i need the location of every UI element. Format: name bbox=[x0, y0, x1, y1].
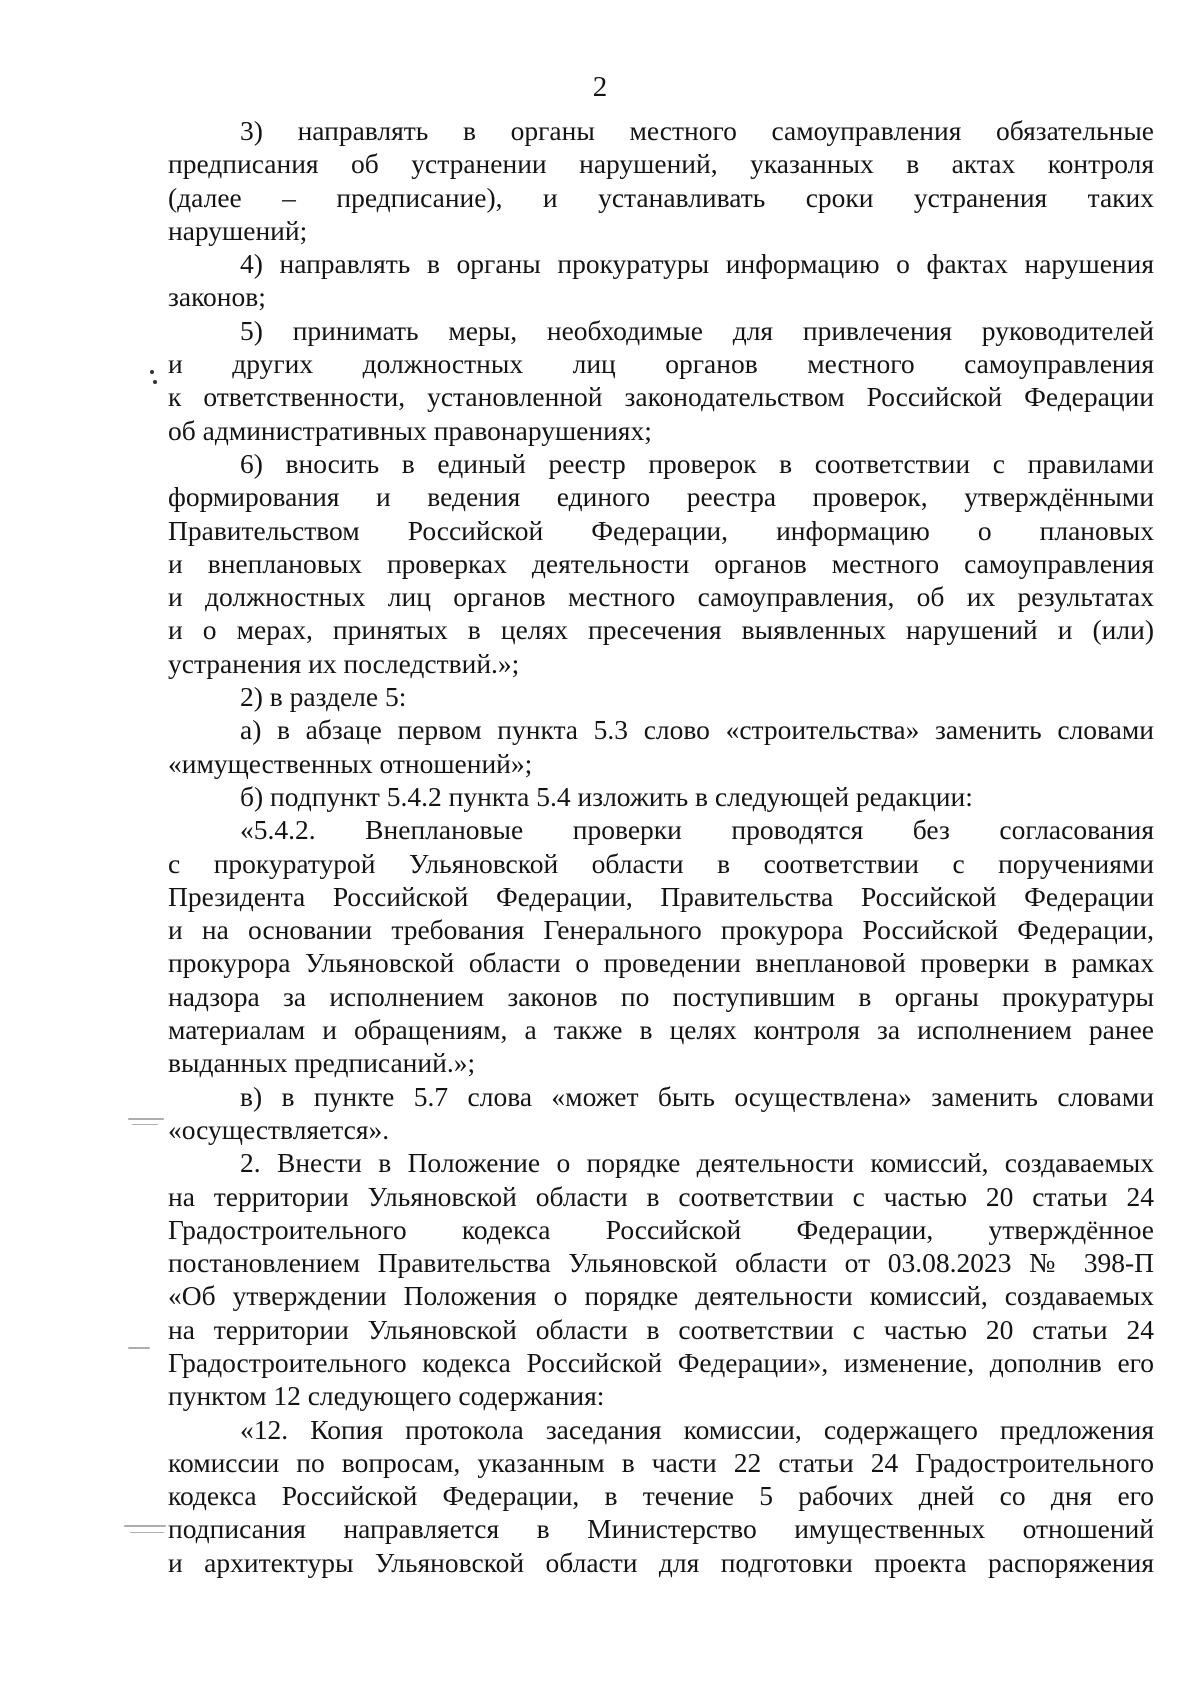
document-line: Правительством Российской Федерации, информацию о плановых bbox=[168, 514, 1154, 546]
document-line: а) в абзаце первом пункта 5.3 слово «строительства» заменить словами bbox=[240, 714, 1154, 746]
document-line: к ответственности, установленной законодательством Российской Федерации bbox=[168, 381, 1154, 413]
scan-smudge bbox=[128, 1118, 164, 1120]
document-line: 2) в разделе 5: bbox=[240, 681, 407, 713]
document-line: б) подпункт 5.4.2 пункта 5.4 изложить в следующей редакции: bbox=[240, 780, 973, 812]
document-line: формирования и ведения единого реестра проверок, утверждёнными bbox=[168, 481, 1154, 513]
document-line: подписания направляется в Министерство имущественных отношений bbox=[168, 1513, 1154, 1545]
document-line: нарушений; bbox=[168, 214, 308, 246]
document-line: с прокуратурой Ульяновской области в соответствии с поручениями bbox=[168, 847, 1154, 879]
scan-mark bbox=[150, 370, 154, 374]
document-line: кодекса Российской Федерации, в течение 5 рабочих дней со дня его bbox=[168, 1480, 1154, 1512]
document-line: на территории Ульяновской области в соответствии с частью 20 статьи 24 bbox=[168, 1313, 1154, 1345]
document-line: предписания об устранении нарушений, указанных в актах контроля bbox=[168, 148, 1154, 180]
scan-smudge bbox=[130, 1532, 164, 1533]
document-line: и о мерах, принятых в целях пресечения выявленных нарушений и (или) bbox=[168, 614, 1154, 646]
document-line: (далее – предписание), и устанавливать сроки устранения таких bbox=[168, 181, 1154, 213]
document-line: об административных правонарушениях; bbox=[168, 414, 652, 446]
document-line: и внеплановых проверках деятельности органов местного самоуправления bbox=[168, 547, 1154, 579]
document-line: «осуществляется». bbox=[168, 1113, 390, 1145]
page-number: 2 bbox=[592, 71, 608, 103]
document-line: 6) вносить в единый реестр проверок в соответствии с правилами bbox=[240, 447, 1154, 479]
document-line: 2. Внести в Положение о порядке деятельности комиссий, создаваемых bbox=[240, 1147, 1154, 1179]
document-line: и должностных лиц органов местного самоуправления, об их результатах bbox=[168, 581, 1154, 613]
scan-smudge bbox=[128, 1347, 150, 1349]
document-line: «12. Копия протокола заседания комиссии, содержащего предложения bbox=[240, 1413, 1154, 1445]
document-line: комиссии по вопросам, указанным в части 22 статьи 24 Градостроительного bbox=[168, 1446, 1154, 1478]
document-line: пунктом 12 следующего содержания: bbox=[168, 1380, 605, 1412]
document-line: на территории Ульяновской области в соответствии с частью 20 статьи 24 bbox=[168, 1180, 1154, 1212]
document-line: в) в пункте 5.7 слова «может быть осуществлена» заменить словами bbox=[240, 1080, 1154, 1112]
document-line: устранения их последствий.»; bbox=[168, 647, 520, 679]
document-line: и других должностных лиц органов местного самоуправления bbox=[168, 348, 1154, 380]
document-line: и архитектуры Ульяновской области для подготовки проекта распоряжения bbox=[168, 1546, 1154, 1578]
document-line: законов; bbox=[168, 281, 266, 313]
scan-smudge bbox=[124, 1525, 166, 1527]
document-line: Президента Российской Федерации, Правительства Российской Федерации bbox=[168, 880, 1154, 912]
document-line: прокурора Ульяновской области о проведении внеплановой проверки в рамках bbox=[168, 947, 1154, 979]
scan-smudge bbox=[132, 1124, 158, 1125]
document-line: 3) направлять в органы местного самоуправления обязательные bbox=[240, 115, 1154, 146]
document-line: «5.4.2. Внеплановые проверки проводятся без согласования bbox=[240, 814, 1154, 846]
scan-mark bbox=[153, 380, 157, 384]
document-line: выданных предписаний.»; bbox=[168, 1047, 476, 1079]
document-line: постановлением Правительства Ульяновской области от 03.08.2023 № 398-П bbox=[168, 1247, 1154, 1279]
document-line: Градостроительного кодекса Российской Федерации, утверждённое bbox=[168, 1213, 1154, 1245]
document-line: «Об утверждении Положения о порядке деятельности комиссий, создаваемых bbox=[168, 1280, 1154, 1312]
document-line: и на основании требования Генерального прокурора Российской Федерации, bbox=[168, 914, 1154, 946]
document-line: 4) направлять в органы прокуратуры информацию о фактах нарушения bbox=[240, 248, 1154, 280]
document-line: надзора за исполнением законов по поступившим в органы прокуратуры bbox=[168, 980, 1154, 1012]
document-line: Градостроительного кодекса Российской Федерации», изменение, дополнив его bbox=[168, 1346, 1154, 1378]
document-line: 5) принимать меры, необходимые для привлечения руководителей bbox=[240, 314, 1154, 346]
document-line: «имущественных отношений»; bbox=[168, 747, 533, 779]
document-line: материалам и обращениям, а также в целях контроля за исполнением ранее bbox=[168, 1014, 1154, 1046]
document-body bbox=[168, 114, 1154, 1579]
